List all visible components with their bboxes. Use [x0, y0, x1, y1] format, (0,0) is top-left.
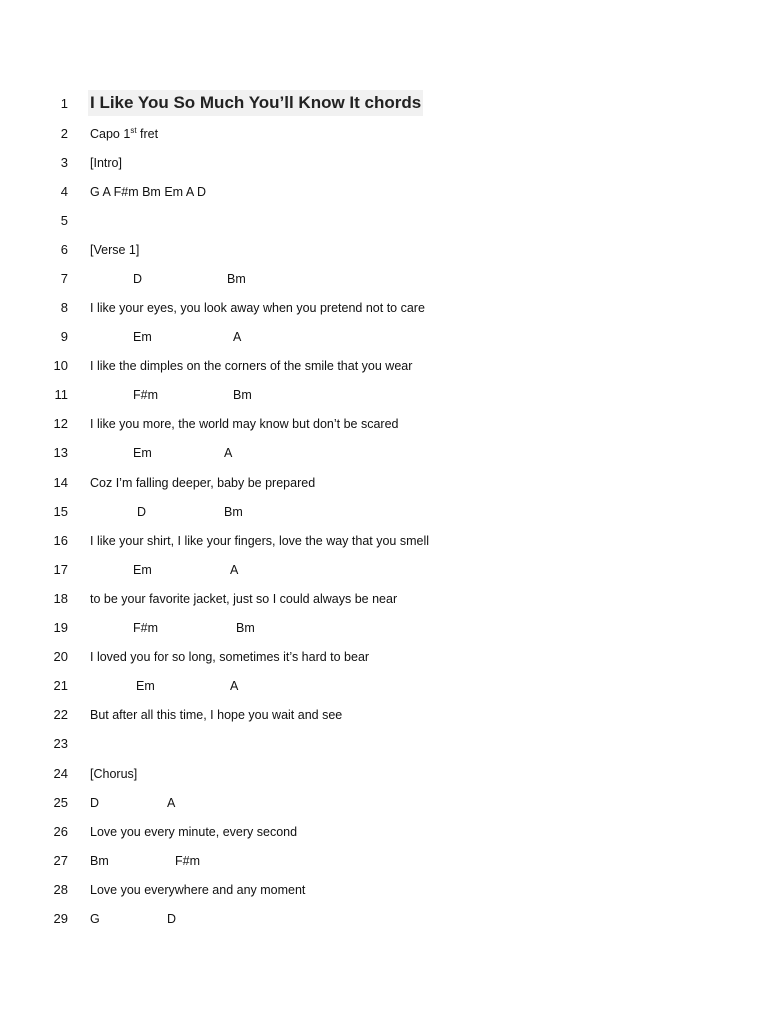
- chord: Bm: [236, 621, 255, 635]
- line-number: 22: [53, 707, 68, 722]
- capo-suffix: fret: [136, 127, 159, 141]
- lyric-line: But after all this time, I hope you wait and see: [90, 708, 343, 722]
- lyric-line: I like your eyes, you look away when you pretend not to care: [90, 301, 425, 315]
- line-number: 5: [60, 213, 68, 228]
- line-number: 21: [53, 678, 68, 693]
- line-number: 1: [60, 96, 68, 111]
- lyric-line: I like the dimples on the corners of the smile that you wear: [90, 359, 413, 373]
- line-25: [0, 792, 768, 814]
- line-22: [0, 704, 768, 726]
- line-number: 27: [53, 853, 68, 868]
- line-6: [0, 239, 768, 261]
- chord: Bm: [233, 388, 252, 402]
- line-4: [0, 181, 768, 203]
- section-chorus: [Chorus]: [90, 767, 138, 781]
- line-number: 8: [60, 300, 68, 315]
- line-19: [0, 617, 768, 639]
- chord: Bm: [224, 505, 243, 519]
- section-verse-1: [Verse 1]: [90, 243, 140, 257]
- lyric-line: I like your shirt, I like your fingers, love the way that you smell: [90, 534, 430, 548]
- line-7: [0, 268, 768, 290]
- chord: A: [230, 679, 239, 693]
- chord: F#m: [133, 621, 158, 635]
- line-14: [0, 472, 768, 494]
- line-number: 9: [60, 329, 68, 344]
- capo-text: [90, 123, 158, 145]
- line-17: [0, 559, 768, 581]
- line-13: [0, 442, 768, 464]
- line-26: [0, 821, 768, 843]
- lyric-line: Coz I’m falling deeper, baby be prepared: [90, 476, 316, 490]
- lyric-line: to be your favorite jacket, just so I could always be near: [90, 592, 398, 606]
- chord: Bm: [227, 272, 246, 286]
- line-number: 7: [60, 271, 68, 286]
- line-1: [0, 93, 768, 115]
- line-28: [0, 879, 768, 901]
- chord: D: [167, 912, 177, 926]
- line-3: [0, 152, 768, 174]
- line-12: [0, 413, 768, 435]
- line-24: [0, 763, 768, 785]
- line-number: 15: [53, 504, 68, 519]
- capo-prefix: Capo 1: [90, 127, 131, 141]
- chord: A: [167, 796, 176, 810]
- line-10: [0, 355, 768, 377]
- line-number: 14: [53, 475, 68, 490]
- line-20: [0, 646, 768, 668]
- section-intro: [Intro]: [90, 156, 122, 170]
- lyric-line: I like you more, the world may know but don’t be scared: [90, 417, 399, 431]
- chord: F#m: [133, 388, 158, 402]
- line-23: [0, 733, 768, 755]
- chord: D: [137, 505, 147, 519]
- chord: Em: [133, 446, 152, 460]
- chord: A: [230, 563, 239, 577]
- line-number: 11: [54, 387, 68, 402]
- line-number: 4: [60, 184, 68, 199]
- line-number: 3: [60, 155, 68, 170]
- line-27: [0, 850, 768, 872]
- chord: F#m: [175, 854, 200, 868]
- capo-superscript: st: [130, 125, 137, 135]
- chord: Em: [136, 679, 155, 693]
- chord: Em: [133, 563, 152, 577]
- line-number: 19: [53, 620, 68, 635]
- lyric-line: I loved you for so long, sometimes it’s hard to bear: [90, 650, 370, 664]
- lyric-line: Love you every minute, every second: [90, 825, 298, 839]
- line-8: [0, 297, 768, 319]
- line-number: 18: [53, 591, 68, 606]
- line-number: 10: [53, 358, 68, 373]
- line-number: 25: [53, 795, 68, 810]
- line-16: [0, 530, 768, 552]
- line-18: [0, 588, 768, 610]
- line-9: [0, 326, 768, 348]
- lyric-line: Love you everywhere and any moment: [90, 883, 306, 897]
- chord: Bm: [90, 854, 109, 868]
- line-number: 13: [53, 445, 68, 460]
- line-number: 20: [53, 649, 68, 664]
- chord: A: [224, 446, 233, 460]
- line-15: [0, 501, 768, 523]
- line-2: [0, 123, 768, 145]
- line-number: 26: [53, 824, 68, 839]
- line-number: 28: [53, 882, 68, 897]
- page-title: I Like You So Much You’ll Know It chords: [88, 90, 423, 116]
- chord: A: [233, 330, 242, 344]
- line-29: [0, 908, 768, 930]
- line-21: [0, 675, 768, 697]
- line-5: [0, 210, 768, 232]
- line-number: 12: [53, 416, 68, 431]
- line-number: 2: [60, 126, 68, 141]
- chord: Em: [133, 330, 152, 344]
- line-number: 29: [53, 911, 68, 926]
- line-number: 23: [53, 736, 68, 751]
- chord: D: [90, 796, 100, 810]
- line-number: 16: [53, 533, 68, 548]
- chord: G: [90, 912, 100, 926]
- line-11: [0, 384, 768, 406]
- line-number: 6: [60, 242, 68, 257]
- chord: D: [133, 272, 143, 286]
- line-number: 24: [53, 766, 68, 781]
- line-number: 17: [53, 562, 68, 577]
- intro-chords: G A F#m Bm Em A D: [90, 185, 207, 199]
